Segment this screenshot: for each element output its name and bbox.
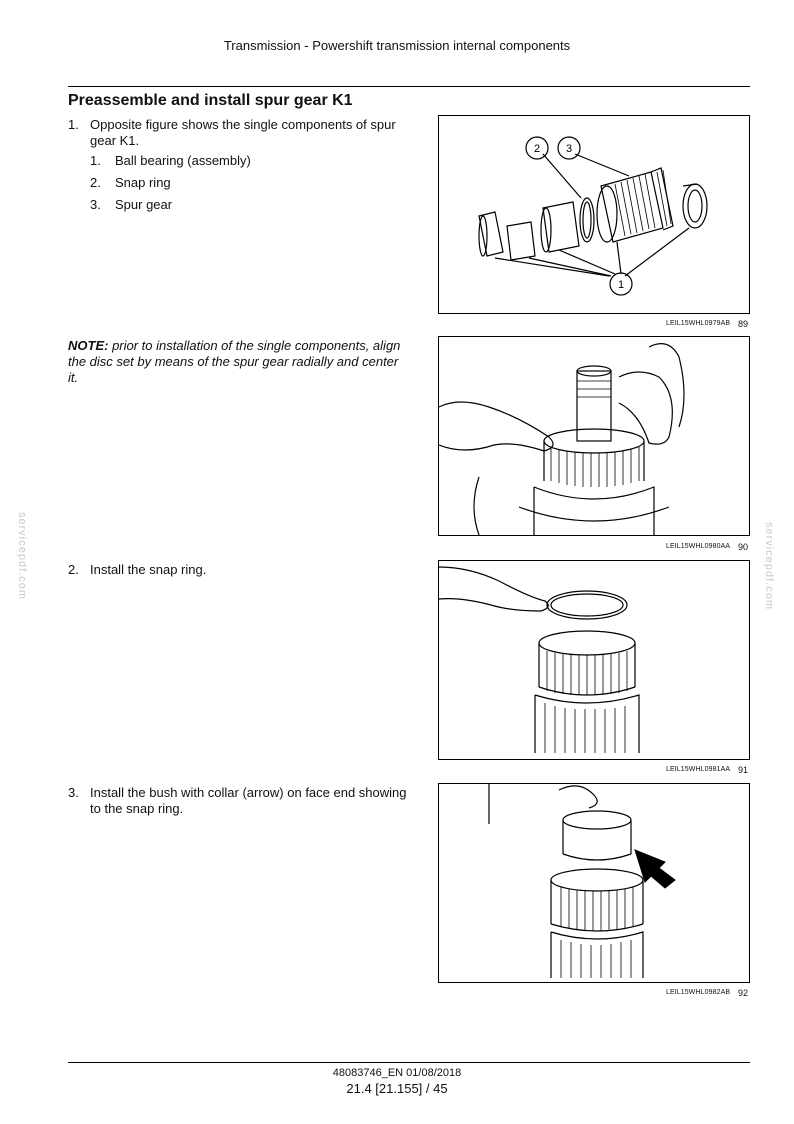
step-3-text-line1: Install the bush with collar (arrow) on face end showing: [90, 785, 407, 800]
step-1-item-2-label: Snap ring: [115, 175, 171, 190]
footer-rule: [68, 1062, 750, 1063]
figure-92-illustration: [439, 784, 749, 982]
callout-1: 1: [617, 279, 625, 291]
figure-89-code: LEIL15WHL0979AB: [666, 320, 731, 327]
step-1-text-line1: Opposite figure shows the single components of spur: [90, 117, 396, 132]
step-3-text-line2: to the snap ring.: [90, 801, 184, 816]
watermark-right: servicepdf.com: [762, 522, 775, 610]
figure-92-install-bush: [438, 783, 750, 983]
figure-91-install-snap-ring: [438, 560, 750, 760]
callout-2: 2: [533, 143, 541, 155]
figure-91-illustration: [439, 561, 749, 759]
figure-90-illustration: [439, 337, 749, 535]
figure-89-spur-gear-components: [438, 115, 750, 314]
step-1-number: 1.: [68, 117, 79, 132]
figure-91-number: 91: [738, 765, 749, 775]
figure-90-align-disc-set: [438, 336, 750, 536]
step-3-number: 3.: [68, 785, 79, 800]
step-1-item-3-label: Spur gear: [115, 197, 173, 212]
footer-page-number: 21.4 [21.155] / 45: [346, 1081, 448, 1096]
collar-arrow-icon: [635, 850, 675, 888]
section-title: Preassemble and install spur gear K1: [68, 92, 353, 109]
step-1-item-1-number: 1.: [90, 153, 101, 168]
figure-92-code: LEIL15WHL0982AB: [666, 989, 731, 996]
watermark-left: servicepdf.com: [15, 512, 28, 600]
note-text-1: prior to installation of the single components, align: [108, 338, 401, 353]
note-text-3: it.: [68, 370, 79, 385]
figure-89-number: 89: [738, 319, 749, 329]
step-2-text: Install the snap ring.: [90, 562, 207, 577]
note-text-2: the disc set by means of the spur gear radially and center: [68, 354, 399, 369]
header-rule: [68, 86, 750, 87]
step-1-item-2-number: 2.: [90, 175, 101, 190]
page-header-title: Transmission - Powershift transmission internal components: [223, 38, 571, 53]
note-line-1: [68, 337, 400, 354]
footer-doc-id: 48083746_EN 01/08/2018: [332, 1067, 462, 1079]
figure-90-number: 90: [738, 542, 749, 552]
note-label: NOTE:: [68, 338, 109, 353]
step-1-item-3-number: 3.: [90, 197, 101, 212]
step-2-number: 2.: [68, 562, 79, 577]
figure-92-number: 92: [738, 988, 749, 998]
step-1-item-1-label: Ball bearing (assembly): [115, 153, 251, 168]
figure-89-illustration: [439, 116, 749, 313]
step-1-text-line2: gear K1.: [90, 133, 140, 148]
figure-91-code: LEIL15WHL0981AA: [666, 766, 731, 773]
callout-3: 3: [565, 143, 573, 155]
figure-90-code: LEIL15WHL0980AA: [666, 543, 731, 550]
